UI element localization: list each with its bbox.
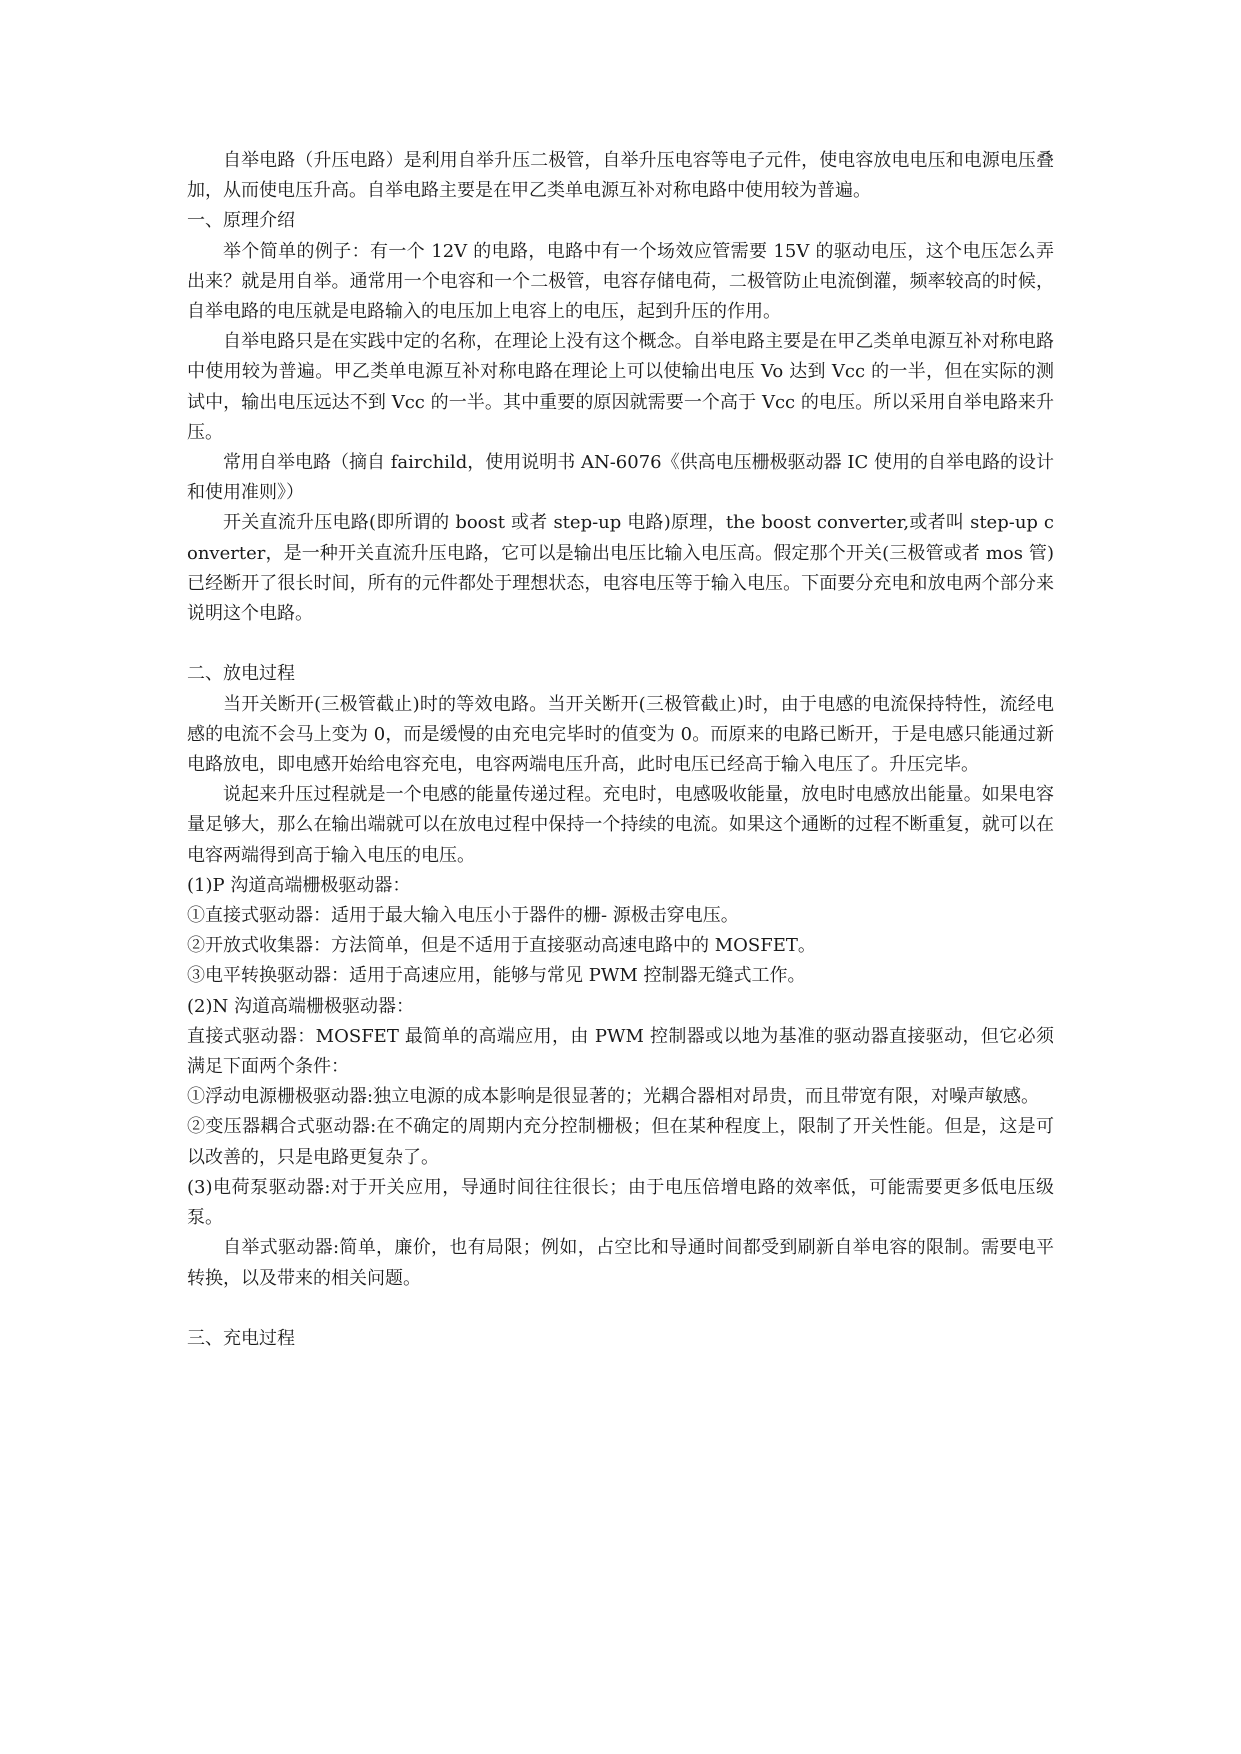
list-item-transformer: ②变压器耦合式驱动器:在不确定的周期内充分控制栅极；但在某种程度上，限制了开关性能。但是，这是可以改善的，只是电路更复杂了。 <box>187 1116 1054 1168</box>
discharge-paragraph-energy: 说起来升压过程就是一个电感的能量传递过程。充电时，电感吸收能量，放电时电感放出能量。如果电容量足够大，那么在输出端就可以在放电过程中保持一个持续的电流。如果这个通断的过程不断重复，就可以在电容两端得到高于输入电压的电压。 <box>187 784 1054 866</box>
section-spacer <box>187 629 1054 659</box>
list-item-direct-mosfet: 直接式驱动器：MOSFET 最简单的高端应用，由 PWM 控制器或以地为基准的驱动器直接驱动，但它必须满足下面两个条件： <box>187 1025 1054 1078</box>
discharge-paragraph-circuit: 当开关断开(三极管截止)时的等效电路。当开关断开(三极管截止)时，由于电感的电流保持特性，流经电感的电流不会马上变为 0，而是缓慢的由充电完毕时的值变为 0。而原来的电路已断开，于是电感只能通过新电路放电，即电感开始给电容充电，电容两端电压升高，此时电压已经高于输入电压了。升压完毕。 <box>187 693 1054 776</box>
list-item-n-channel: (2)N 沟道高端栅极驱动器： <box>187 995 414 1017</box>
section-spacer <box>187 1294 1054 1324</box>
principle-paragraph-example: 举个简单的例子：有一个 12V 的电路，电路中有一个场效应管需要 15V 的驱动电压，这个电压怎么弄出来？就是用自举。通常用一个电容和一个二极管，电容存储电荷，二极管防止电流倒灌，频率较高的时候，自举电路的电压就是电路输入的电压加上电容上的电压，起到升压的作用。 <box>187 240 1054 323</box>
list-item-charge-pump: (3)电荷泵驱动器:对于开关应用，导通时间往往很长；由于电压倍增电路的效率低，可能需要更多低电压级泵。 <box>187 1176 1054 1229</box>
section-heading-discharge: 二、放电过程 <box>187 663 295 685</box>
discharge-paragraph-bootstrap: 自举式驱动器:简单，廉价，也有局限；例如，占空比和导通时间都受到刷新自举电容的限制。需要电平转换，以及带来的相关问题。 <box>187 1237 1054 1289</box>
intro-paragraph: 自举电路（升压电路）是利用自举升压二极管，自举升压电容等电子元件，使电容放电电压和电源电压叠加，从而使电压升高。自举电路主要是在甲乙类单电源互补对称电路中使用较为普遍。 <box>187 150 1054 202</box>
section-heading-principle: 一、原理介绍 <box>187 210 295 232</box>
section-heading-charge: 三、充电过程 <box>187 1327 295 1349</box>
principle-paragraph-reference: 常用自举电路（摘自 fairchild，使用说明书 AN-6076《供高电压栅极驱动器 IC 使用的自举电路的设计和使用准则》） <box>187 452 1054 504</box>
document-page <box>187 146 1054 1354</box>
principle-paragraph-boost: 开关直流升压电路(即所谓的 boost 或者 step-up 电路)原理，the boost converter,或者叫 step-up converter，是一种开关直流升压电路，它可以是输出电压比输入电压高。假定那个开关(三极管或者 mos 管)已经断开了很长时间，所有的元件都处于理想状态，电容电压等于输入电压。下面要分充电和放电两个部分来说明这个电路。 <box>187 512 1054 625</box>
principle-paragraph-concept: 自举电路只是在实践中定的名称，在理论上没有这个概念。自举电路主要是在甲乙类单电源互补对称电路中使用较为普遍。甲乙类单电源互补对称电路在理论上可以使输出电压 Vo 达到 Vcc 的一半，但在实际的测试中，输出电压远达不到 Vcc 的一半。其中重要的原因就需要一个高于 Vcc 的电压。所以采用自举电路来升压。 <box>187 331 1054 443</box>
list-item-p-channel: (1)P 沟道高端栅极驱动器： <box>187 874 411 896</box>
list-item-open-collector: ②开放式收集器：方法简单，但是不适用于直接驱动高速电路中的 MOSFET。 <box>187 935 816 957</box>
list-item-direct-driver: ①直接式驱动器：适用于最大输入电压小于器件的栅- 源极击穿电压。 <box>187 905 739 927</box>
list-item-floating-supply: ①浮动电源栅极驱动器:独立电源的成本影响是很显著的；光耦合器相对昂贵，而且带宽有限，对噪声敏感。 <box>187 1086 1040 1108</box>
list-item-level-shift: ③电平转换驱动器：适用于高速应用，能够与常见 PWM 控制器无缝式工作。 <box>187 965 806 987</box>
